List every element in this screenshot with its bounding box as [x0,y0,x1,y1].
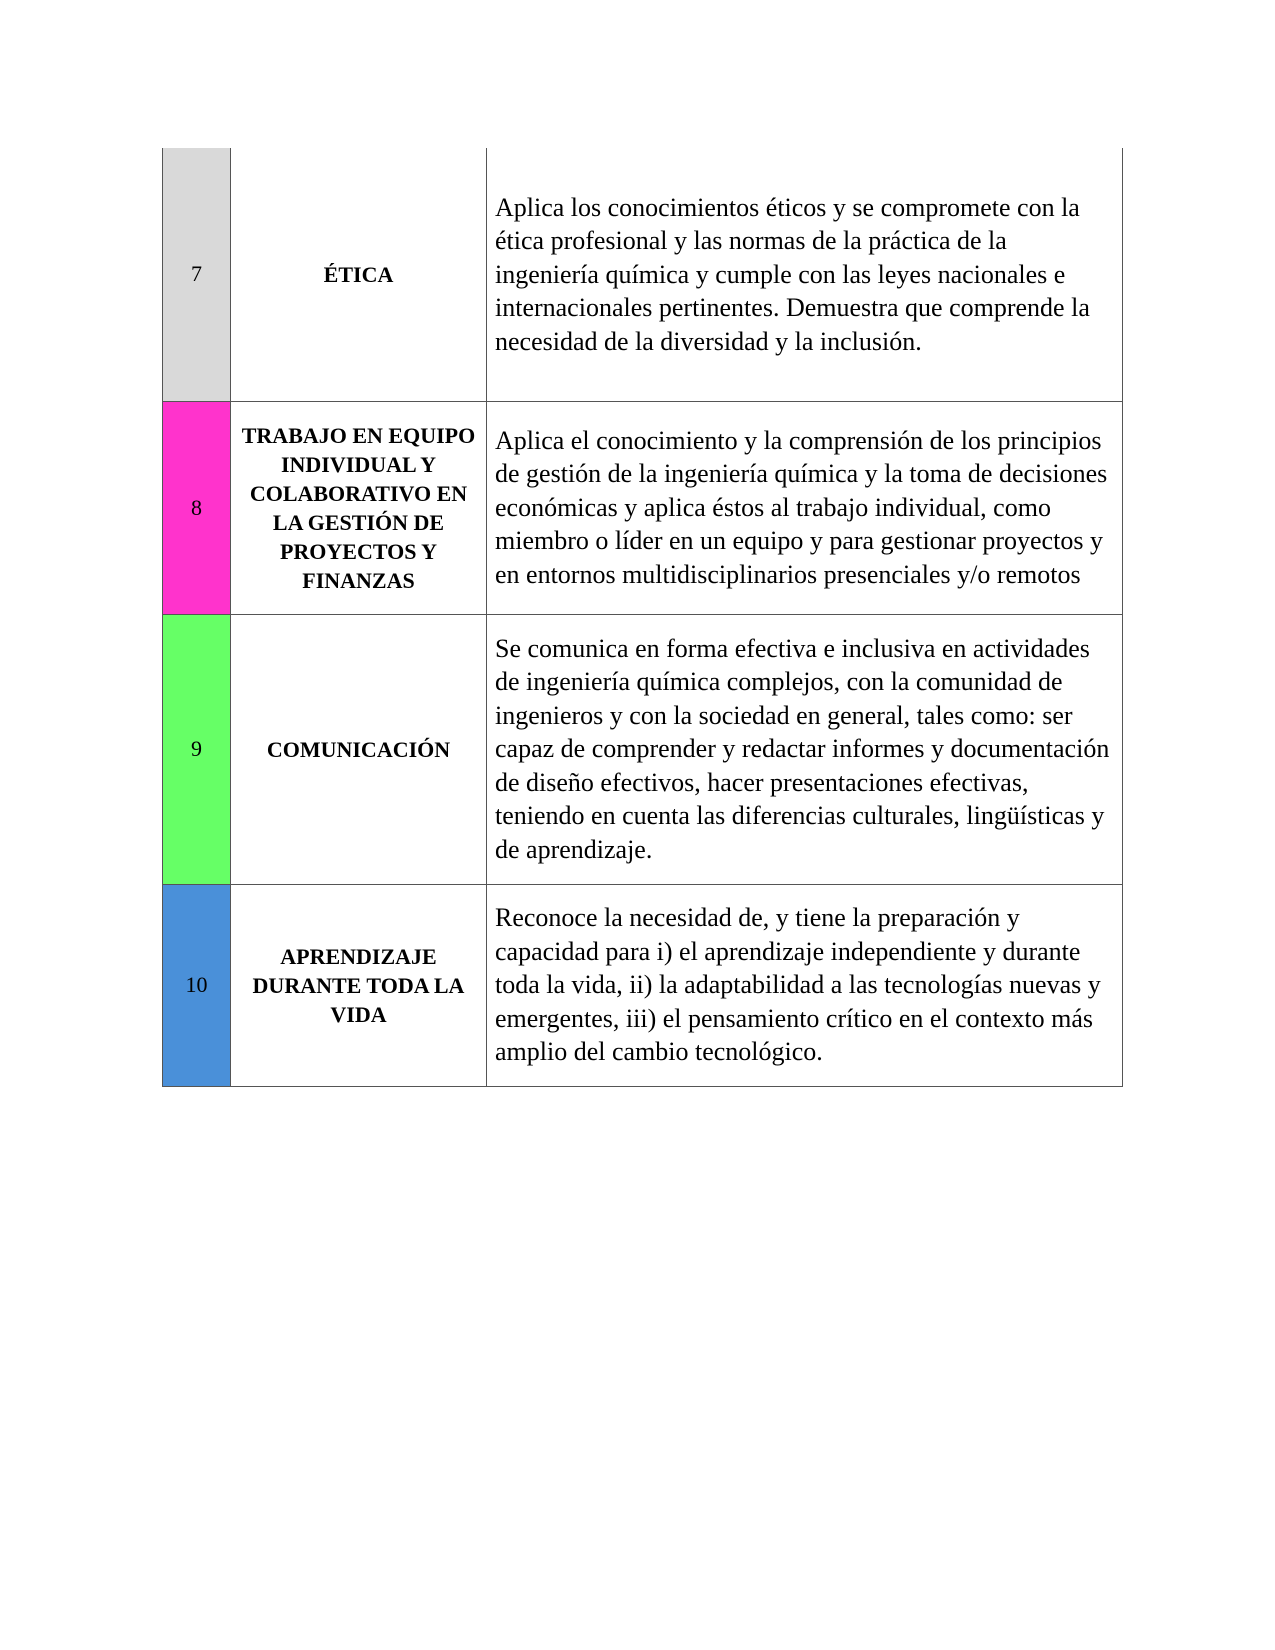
table-row [163,148,1123,401]
row-number-cell: 7 [163,148,231,401]
table-row [163,401,1123,614]
outcome-name-cell: APRENDIZAJE DURANTE TODA LA VIDA [231,884,487,1086]
table-row [163,884,1123,1086]
row-number-cell: 9 [163,614,231,884]
outcome-description-cell: Reconoce la necesidad de, y tiene la preparación y capacidad para i) el aprendizaje independiente y durante toda la vida, ii) la adaptabilidad a las tecnologías nuevas y emergentes, iii) el pensamiento crítico en el contexto más amplio del cambio tecnológico. [487,884,1123,1086]
outcome-description-cell: Aplica los conocimientos éticos y se compromete con la ética profesional y las normas de la práctica de la ingeniería química y cumple con las leyes nacionales e internacionales pertinentes. Demuestra que comprende la necesidad de la diversidad y la inclusión. [487,148,1123,401]
outcome-name-cell: ÉTICA [231,148,487,401]
outcome-description-cell: Se comunica en forma efectiva e inclusiva en actividades de ingeniería química complejos, con la comunidad de ingenieros y con la sociedad en general, tales como: ser capaz de comprender y redactar informes y documentación de diseño efectivos, hacer presentaciones efectivas, teniendo en cuenta las diferencias culturales, lingüísticas y de aprendizaje. [487,614,1123,884]
outcome-name-cell: COMUNICACIÓN [231,614,487,884]
row-number-cell: 8 [163,401,231,614]
outcomes-table [162,148,1123,1087]
table-row [163,614,1123,884]
row-number-cell: 10 [163,884,231,1086]
outcome-description-cell: Aplica el conocimiento y la comprensión de los principios de gestión de la ingeniería química y la toma de decisiones económicas y aplica éstos al trabajo individual, como miembro o líder en un equipo y para gestionar proyectos y en entornos multidisciplinarios presenciales y/o remotos [487,401,1123,614]
outcome-name-cell: TRABAJO EN EQUIPO INDIVIDUAL Y COLABORATIVO EN LA GESTIÓN DE PROYECTOS Y FINANZAS [231,401,487,614]
